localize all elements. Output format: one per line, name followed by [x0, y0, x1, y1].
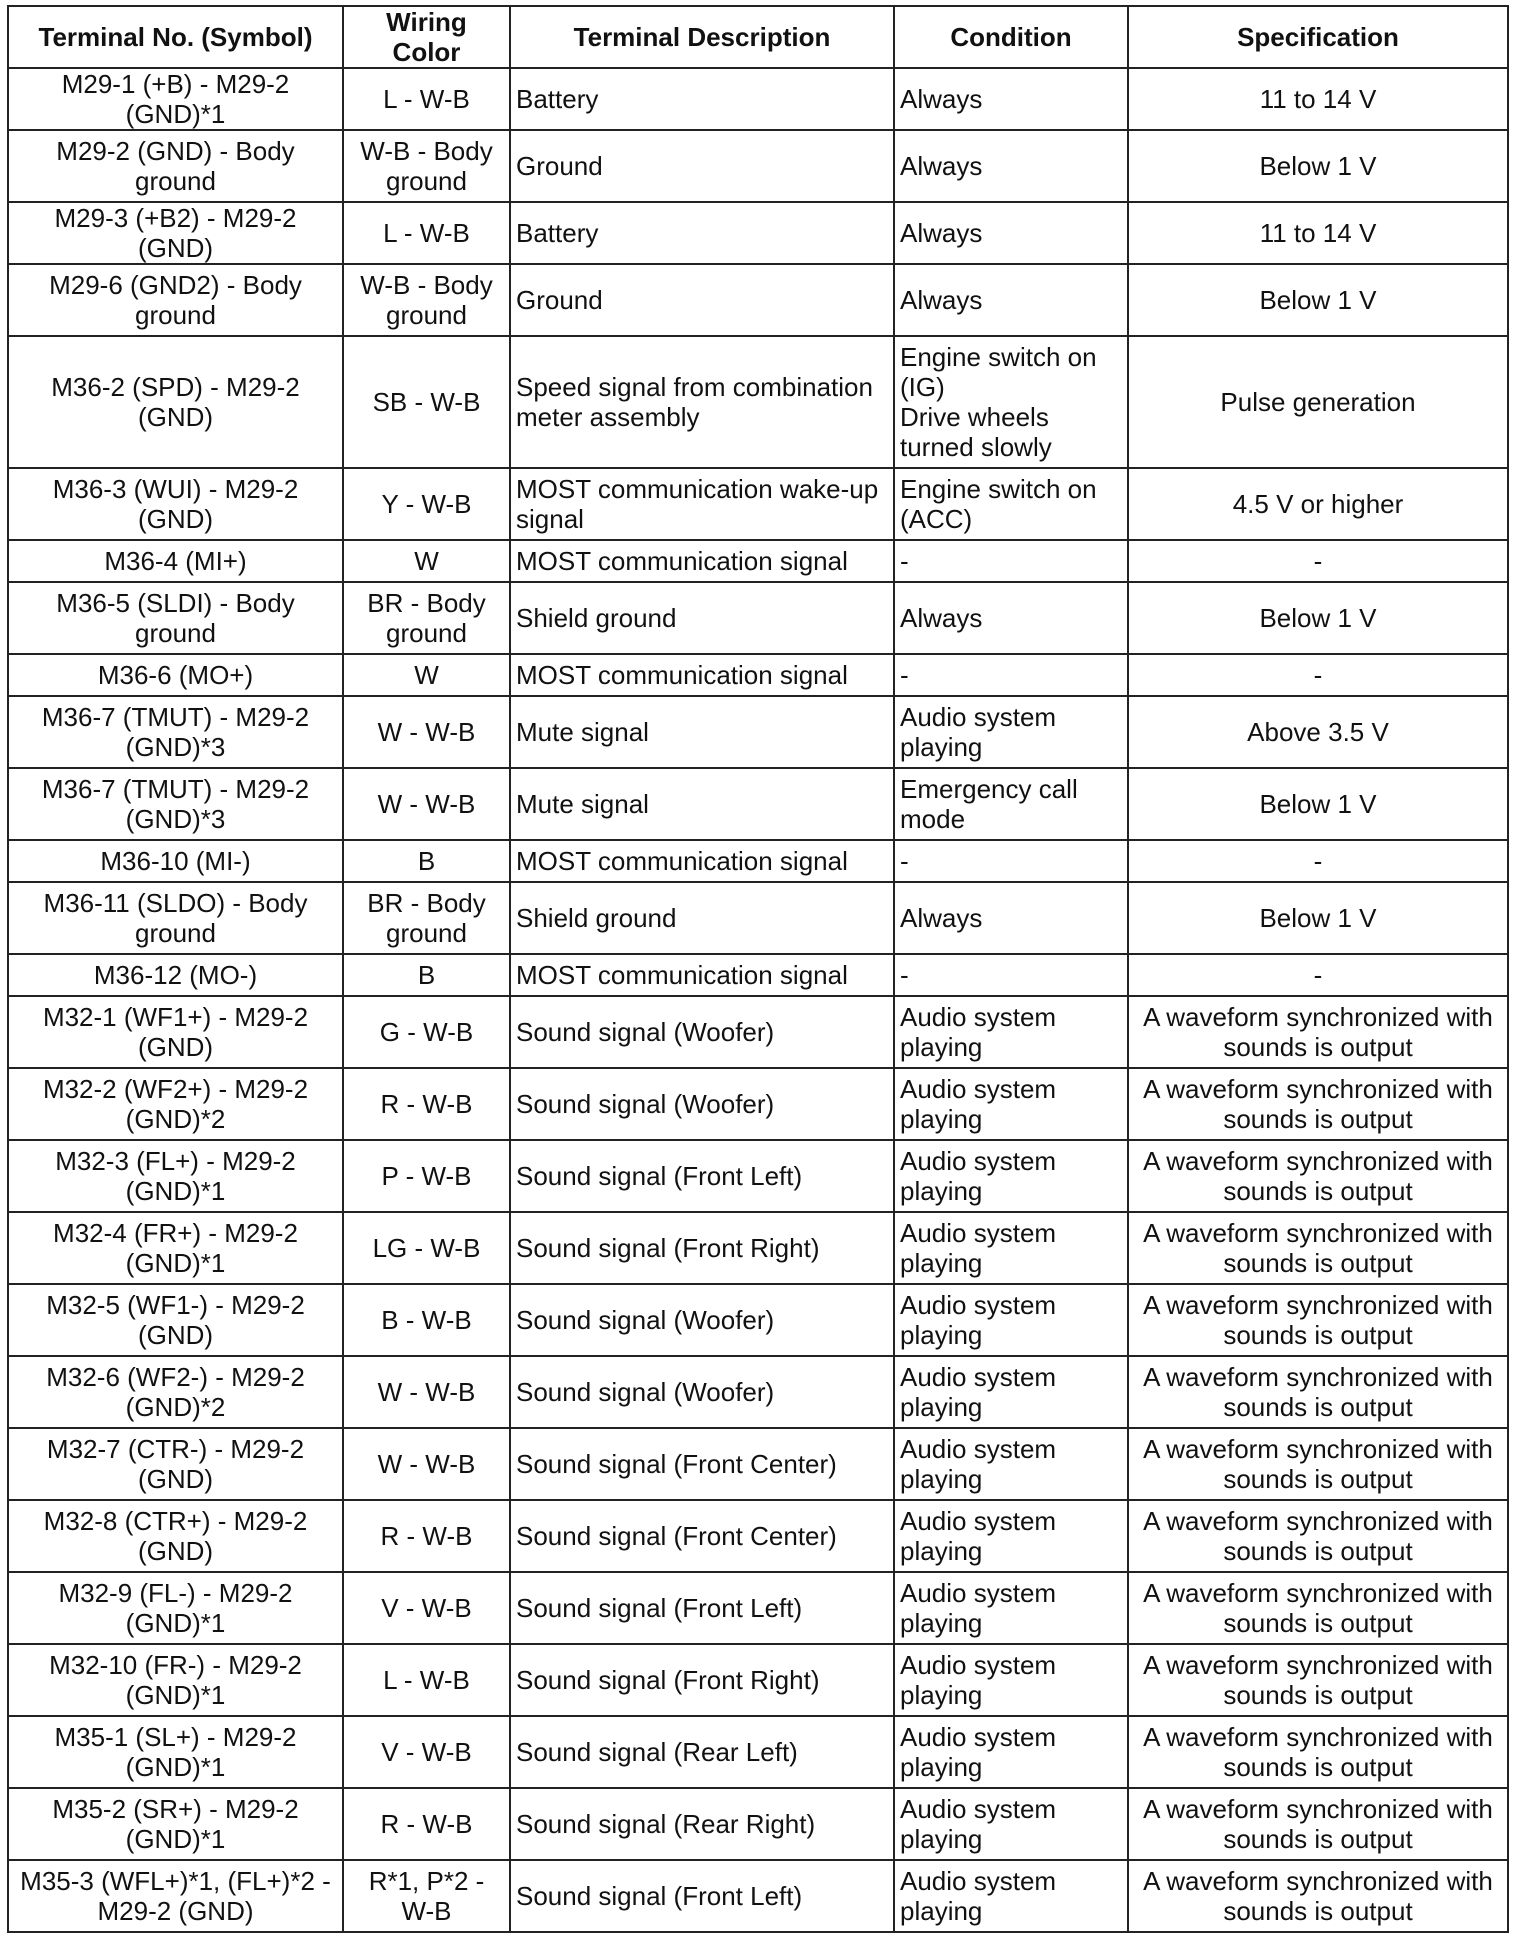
cell-specification: 11 to 14 V — [1128, 202, 1508, 264]
cell-description: Sound signal (Front Left) — [510, 1140, 894, 1212]
cell-condition: Emergency call mode — [894, 768, 1128, 840]
header-row — [8, 6, 1508, 68]
cell-terminal: M32-3 (FL+) - M29-2 (GND)*1 — [8, 1140, 343, 1212]
terminal-spec-table-wrapper — [7, 5, 1509, 1933]
cell-specification: Pulse generation — [1128, 336, 1508, 468]
cell-wiring-color: W - W-B — [343, 768, 510, 840]
cell-terminal: M29-1 (+B) - M29-2 (GND)*1 — [8, 68, 343, 130]
table-row — [8, 1428, 1508, 1500]
cell-wiring-color: W — [343, 540, 510, 582]
table-body — [8, 68, 1508, 1932]
cell-description: Sound signal (Front Left) — [510, 1572, 894, 1644]
table-row — [8, 468, 1508, 540]
cell-description: Shield ground — [510, 882, 894, 954]
cell-condition: Audio system playing — [894, 1140, 1128, 1212]
cell-specification: - — [1128, 840, 1508, 882]
cell-specification: Below 1 V — [1128, 882, 1508, 954]
cell-terminal: M36-7 (TMUT) - M29-2 (GND)*3 — [8, 696, 343, 768]
cell-condition: Engine switch on (ACC) — [894, 468, 1128, 540]
header-condition: Condition — [894, 6, 1128, 68]
cell-condition: Always — [894, 68, 1128, 130]
cell-wiring-color: LG - W-B — [343, 1212, 510, 1284]
table-row — [8, 1500, 1508, 1572]
cell-wiring-color: R - W-B — [343, 1500, 510, 1572]
cell-condition: Audio system playing — [894, 1644, 1128, 1716]
table-row — [8, 540, 1508, 582]
cell-specification: A waveform synchronized with sounds is output — [1128, 1140, 1508, 1212]
cell-terminal: M36-2 (SPD) - M29-2 (GND) — [8, 336, 343, 468]
cell-condition: Audio system playing — [894, 1428, 1128, 1500]
cell-wiring-color: G - W-B — [343, 996, 510, 1068]
cell-condition: Audio system playing — [894, 1716, 1128, 1788]
cell-description: Sound signal (Front Center) — [510, 1500, 894, 1572]
table-row — [8, 1140, 1508, 1212]
cell-specification: 11 to 14 V — [1128, 68, 1508, 130]
cell-description: Shield ground — [510, 582, 894, 654]
cell-wiring-color: L - W-B — [343, 1644, 510, 1716]
table-row — [8, 68, 1508, 130]
cell-wiring-color: R - W-B — [343, 1068, 510, 1140]
cell-terminal: M35-2 (SR+) - M29-2 (GND)*1 — [8, 1788, 343, 1860]
cell-description: MOST communication signal — [510, 654, 894, 696]
cell-condition: Always — [894, 264, 1128, 336]
cell-condition: - — [894, 540, 1128, 582]
cell-terminal: M35-3 (WFL+)*1, (FL+)*2 - M29-2 (GND) — [8, 1860, 343, 1932]
cell-condition: Always — [894, 882, 1128, 954]
cell-condition: Audio system playing — [894, 1212, 1128, 1284]
table-row — [8, 840, 1508, 882]
cell-description: MOST communication signal — [510, 540, 894, 582]
table-row — [8, 768, 1508, 840]
cell-specification: A waveform synchronized with sounds is output — [1128, 1068, 1508, 1140]
cell-specification: A waveform synchronized with sounds is output — [1128, 1716, 1508, 1788]
cell-condition: Audio system playing — [894, 1572, 1128, 1644]
cell-terminal: M36-6 (MO+) — [8, 654, 343, 696]
cell-terminal: M36-3 (WUI) - M29-2 (GND) — [8, 468, 343, 540]
cell-terminal: M32-6 (WF2-) - M29-2 (GND)*2 — [8, 1356, 343, 1428]
cell-description: Sound signal (Front Center) — [510, 1428, 894, 1500]
table-row — [8, 336, 1508, 468]
cell-specification: A waveform synchronized with sounds is output — [1128, 1428, 1508, 1500]
table-row — [8, 202, 1508, 264]
cell-wiring-color: B — [343, 840, 510, 882]
cell-specification: A waveform synchronized with sounds is output — [1128, 1572, 1508, 1644]
cell-condition: Always — [894, 130, 1128, 202]
cell-condition: Always — [894, 582, 1128, 654]
cell-condition: - — [894, 840, 1128, 882]
terminal-spec-table — [7, 5, 1509, 1933]
cell-wiring-color: W - W-B — [343, 1428, 510, 1500]
cell-condition: Audio system playing — [894, 996, 1128, 1068]
table-row — [8, 1788, 1508, 1860]
cell-specification: Below 1 V — [1128, 130, 1508, 202]
cell-condition: Engine switch on (IG) Drive wheels turned slowly — [894, 336, 1128, 468]
cell-wiring-color: SB - W-B — [343, 336, 510, 468]
cell-wiring-color: BR - Body ground — [343, 582, 510, 654]
table-row — [8, 654, 1508, 696]
table-row — [8, 1356, 1508, 1428]
cell-specification: Below 1 V — [1128, 582, 1508, 654]
cell-condition: Audio system playing — [894, 696, 1128, 768]
cell-specification: A waveform synchronized with sounds is output — [1128, 1284, 1508, 1356]
cell-wiring-color: L - W-B — [343, 202, 510, 264]
table-row — [8, 1644, 1508, 1716]
cell-specification: A waveform synchronized with sounds is output — [1128, 996, 1508, 1068]
cell-description: Sound signal (Front Left) — [510, 1860, 894, 1932]
cell-specification: Below 1 V — [1128, 768, 1508, 840]
cell-description: Ground — [510, 130, 894, 202]
table-row — [8, 1068, 1508, 1140]
cell-wiring-color: W-B - Body ground — [343, 130, 510, 202]
cell-terminal: M32-4 (FR+) - M29-2 (GND)*1 — [8, 1212, 343, 1284]
cell-condition: Always — [894, 202, 1128, 264]
cell-condition: Audio system playing — [894, 1284, 1128, 1356]
cell-specification: Above 3.5 V — [1128, 696, 1508, 768]
cell-wiring-color: V - W-B — [343, 1716, 510, 1788]
cell-description: Sound signal (Woofer) — [510, 1068, 894, 1140]
cell-terminal: M36-10 (MI-) — [8, 840, 343, 882]
cell-description: Sound signal (Woofer) — [510, 1356, 894, 1428]
cell-terminal: M32-7 (CTR-) - M29-2 (GND) — [8, 1428, 343, 1500]
table-row — [8, 130, 1508, 202]
cell-wiring-color: R*1, P*2 - W-B — [343, 1860, 510, 1932]
cell-description: Sound signal (Front Right) — [510, 1644, 894, 1716]
cell-condition: Audio system playing — [894, 1788, 1128, 1860]
cell-terminal: M32-10 (FR-) - M29-2 (GND)*1 — [8, 1644, 343, 1716]
header-terminal: Terminal No. (Symbol) — [8, 6, 343, 68]
cell-wiring-color: B — [343, 954, 510, 996]
cell-wiring-color: P - W-B — [343, 1140, 510, 1212]
cell-wiring-color: W — [343, 654, 510, 696]
cell-specification: 4.5 V or higher — [1128, 468, 1508, 540]
cell-specification: - — [1128, 654, 1508, 696]
cell-specification: A waveform synchronized with sounds is output — [1128, 1644, 1508, 1716]
cell-specification: A waveform synchronized with sounds is output — [1128, 1860, 1508, 1932]
cell-terminal: M32-1 (WF1+) - M29-2 (GND) — [8, 996, 343, 1068]
cell-terminal: M32-9 (FL-) - M29-2 (GND)*1 — [8, 1572, 343, 1644]
cell-specification: - — [1128, 954, 1508, 996]
cell-terminal: M32-5 (WF1-) - M29-2 (GND) — [8, 1284, 343, 1356]
cell-terminal: M32-8 (CTR+) - M29-2 (GND) — [8, 1500, 343, 1572]
cell-description: Battery — [510, 68, 894, 130]
cell-terminal: M36-4 (MI+) — [8, 540, 343, 582]
cell-condition: Audio system playing — [894, 1356, 1128, 1428]
cell-description: Sound signal (Front Right) — [510, 1212, 894, 1284]
header-terminal-description: Terminal Description — [510, 6, 894, 68]
cell-wiring-color: V - W-B — [343, 1572, 510, 1644]
cell-specification: - — [1128, 540, 1508, 582]
cell-terminal: M36-5 (SLDI) - Body ground — [8, 582, 343, 654]
cell-description: MOST communication signal — [510, 840, 894, 882]
cell-description: Sound signal (Woofer) — [510, 1284, 894, 1356]
table-row — [8, 582, 1508, 654]
cell-terminal: M32-2 (WF2+) - M29-2 (GND)*2 — [8, 1068, 343, 1140]
cell-condition: Audio system playing — [894, 1860, 1128, 1932]
cell-wiring-color: Y - W-B — [343, 468, 510, 540]
cell-description: Speed signal from combination meter assembly — [510, 336, 894, 468]
cell-condition: - — [894, 954, 1128, 996]
cell-specification: A waveform synchronized with sounds is output — [1128, 1356, 1508, 1428]
cell-terminal: M35-1 (SL+) - M29-2 (GND)*1 — [8, 1716, 343, 1788]
cell-description: Battery — [510, 202, 894, 264]
cell-specification: A waveform synchronized with sounds is output — [1128, 1788, 1508, 1860]
table-row — [8, 1572, 1508, 1644]
cell-description: Mute signal — [510, 768, 894, 840]
cell-wiring-color: BR - Body ground — [343, 882, 510, 954]
table-row — [8, 954, 1508, 996]
cell-terminal: M29-6 (GND2) - Body ground — [8, 264, 343, 336]
cell-terminal: M36-11 (SLDO) - Body ground — [8, 882, 343, 954]
header-wiring-color: Wiring Color — [343, 6, 510, 68]
cell-specification: A waveform synchronized with sounds is output — [1128, 1500, 1508, 1572]
cell-condition: Audio system playing — [894, 1068, 1128, 1140]
cell-description: MOST communication wake-up signal — [510, 468, 894, 540]
table-row — [8, 696, 1508, 768]
table-row — [8, 264, 1508, 336]
table-row — [8, 1212, 1508, 1284]
table-row — [8, 1860, 1508, 1932]
cell-description: Ground — [510, 264, 894, 336]
table-row — [8, 882, 1508, 954]
cell-terminal: M29-3 (+B2) - M29-2 (GND) — [8, 202, 343, 264]
table-row — [8, 1284, 1508, 1356]
cell-description: Sound signal (Rear Left) — [510, 1716, 894, 1788]
cell-wiring-color: L - W-B — [343, 68, 510, 130]
cell-condition: - — [894, 654, 1128, 696]
cell-wiring-color: W-B - Body ground — [343, 264, 510, 336]
table-row — [8, 1716, 1508, 1788]
cell-wiring-color: R - W-B — [343, 1788, 510, 1860]
cell-wiring-color: B - W-B — [343, 1284, 510, 1356]
cell-specification: A waveform synchronized with sounds is output — [1128, 1212, 1508, 1284]
cell-terminal: M29-2 (GND) - Body ground — [8, 130, 343, 202]
cell-wiring-color: W - W-B — [343, 696, 510, 768]
cell-condition: Audio system playing — [894, 1500, 1128, 1572]
table-row — [8, 996, 1508, 1068]
cell-specification: Below 1 V — [1128, 264, 1508, 336]
header-specification: Specification — [1128, 6, 1508, 68]
cell-description: MOST communication signal — [510, 954, 894, 996]
cell-description: Sound signal (Woofer) — [510, 996, 894, 1068]
cell-description: Mute signal — [510, 696, 894, 768]
cell-terminal: M36-7 (TMUT) - M29-2 (GND)*3 — [8, 768, 343, 840]
cell-terminal: M36-12 (MO-) — [8, 954, 343, 996]
cell-description: Sound signal (Rear Right) — [510, 1788, 894, 1860]
cell-wiring-color: W - W-B — [343, 1356, 510, 1428]
